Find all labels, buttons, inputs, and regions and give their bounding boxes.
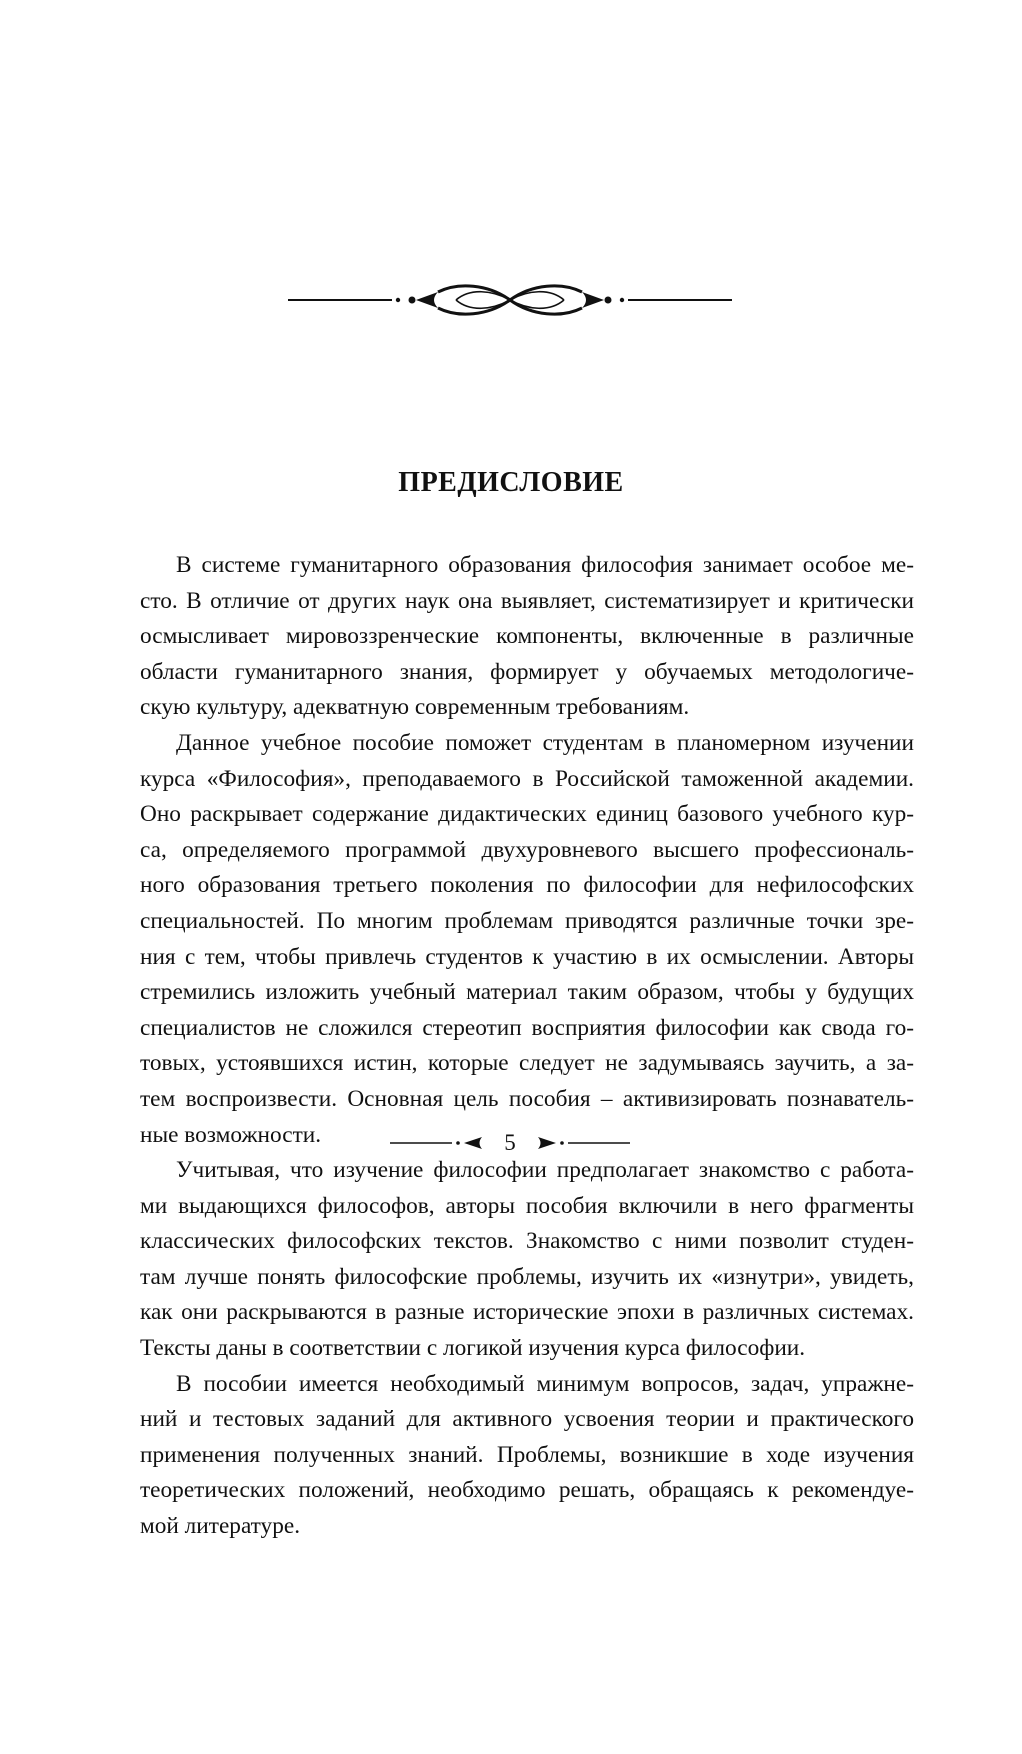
page-number: 5 (504, 1130, 516, 1155)
text-line: Оно раскрывает содержание дидактических единиц базового учебного кур- (140, 801, 914, 828)
text-line: Тексты даны в соответствии с логикой изучения курса философии. (140, 1335, 806, 1362)
text-line: мой литературе. (140, 1513, 301, 1540)
text-line: В пособии имеется необходимый минимум вопросов, задач, упражне- (176, 1370, 914, 1397)
text-line: сто. В отличие от других наук она выявляет, систематизирует и критически (140, 587, 914, 614)
text-line: В системе гуманитарного образования философия занимает особое ме- (176, 552, 914, 578)
ornament-flourish-icon (288, 280, 732, 324)
text-line: ми выдающихся философов, авторы пособия включили в него фрагменты (140, 1192, 914, 1219)
text-line: осмысливает мировоззренческие компоненты, включенные в различные (140, 623, 914, 650)
text-line: ного образования третьего поколения по философии для нефилософских (140, 872, 914, 899)
text-line: как они раскрываются в разные исторические эпохи в различных системах. (140, 1299, 914, 1326)
text-line: ния с тем, чтобы привлечь студентов к участию в их осмыслении. Авторы (140, 943, 914, 970)
text-line: Данное учебное пособие поможет студентам в планомерном изучении (176, 729, 914, 756)
text-line: ные возможности. (140, 1121, 322, 1148)
text-line: тем воспроизвести. Основная цель пособия – активизировать познаватель- (140, 1085, 914, 1112)
text-line: области гуманитарного знания, формирует у обучаемых методологиче- (140, 658, 914, 685)
text-line: стремились изложить учебный материал таким образом, чтобы у будущих (140, 979, 914, 1006)
text-line: са, определяемого программой двухуровневого высшего профессиональ- (140, 836, 914, 863)
text-line: курса «Философия», преподаваемого в Российской таможенной академии. (140, 765, 914, 792)
text-line: специалистов не сложился стереотип восприятия философии как свода го- (140, 1014, 914, 1041)
text-line: применения полученных знаний. Проблемы, возникшие в ходе изучения (140, 1441, 914, 1468)
text-line: там лучше понять философские проблемы, изучить их «изнутри», увидеть, (140, 1263, 914, 1290)
text-line: классических философских текстов. Знакомство с ними позволит студен- (140, 1228, 914, 1255)
text-line: теоретических положений, необходимо решать, обращаясь к рекомендуе- (140, 1477, 914, 1504)
page-footer (390, 1128, 630, 1158)
text-line: товых, устоявшихся истин, которые следует не задумываясь заучить, а за- (140, 1050, 914, 1077)
text-line: ний и тестовых заданий для активного усвоения теории и практического (140, 1406, 914, 1433)
preface-text (140, 548, 914, 1545)
page-title: ПРЕДИСЛОВИЕ (398, 467, 624, 498)
text-line: Учитывая, что изучение философии предполагает знакомство с работа- (176, 1157, 914, 1184)
text-line: скую культуру, адекватную современным требованиям. (140, 694, 690, 721)
text-line: специальностей. По многим проблемам приводятся различные точки зре- (140, 907, 914, 934)
